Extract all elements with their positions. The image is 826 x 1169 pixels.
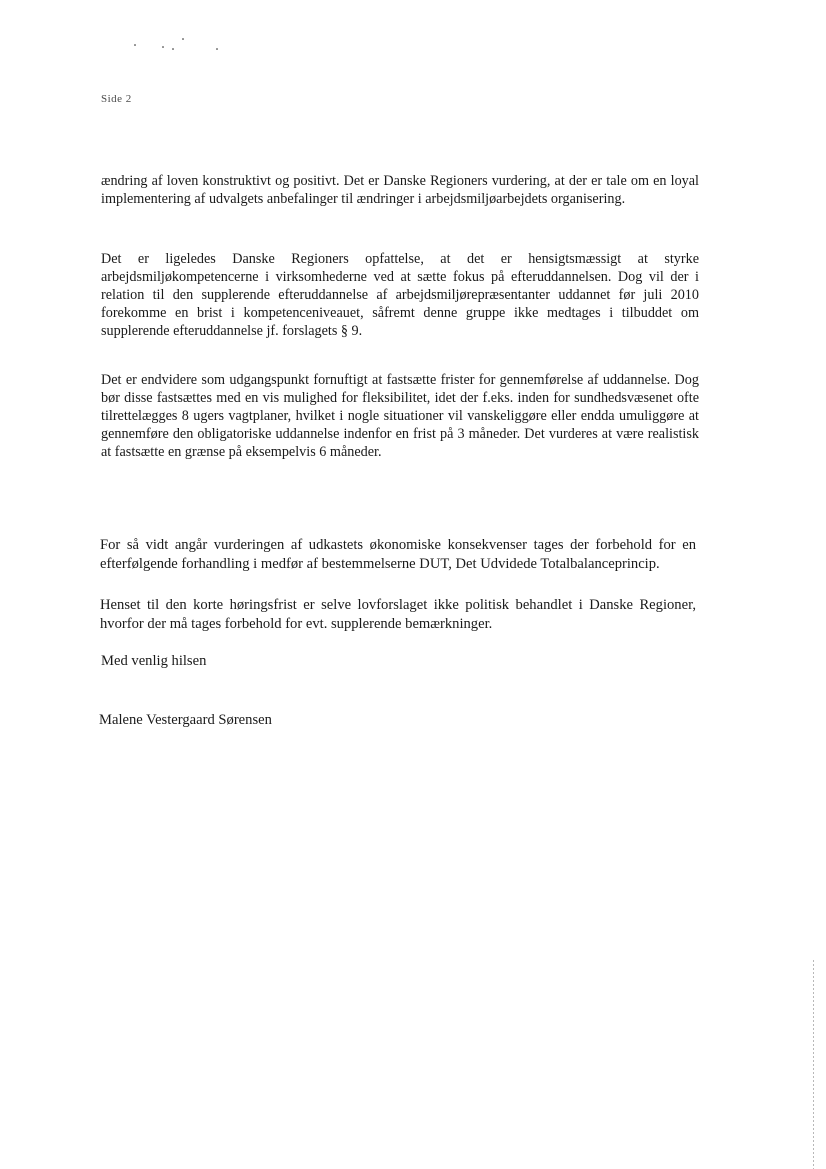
closing-salutation: Med venlig hilsen [101, 653, 207, 669]
scan-speck [216, 48, 218, 50]
scan-speck [162, 46, 164, 48]
scan-speck [182, 38, 184, 40]
scan-specks [128, 36, 228, 52]
signature-name: Malene Vestergaard Sørensen [99, 712, 272, 728]
page-number: Side 2 [101, 93, 132, 105]
scan-edge-artifact [813, 960, 814, 1169]
paragraph-loyal-implementation: ændring af loven konstruktivt og positivt. Det er Danske Regioners vurdering, at der er tale om en loyal implementering af udvalgets anbefalinger til ændringer i arbejdsmiljøarbejdets organisering. [101, 173, 699, 207]
paragraph-competence: Det er ligeledes Danske Regioners opfattelse, at det er hensigtsmæssigt at styrke arbejdsmiljøkompetencerne i virksomhederne ved at sætte fokus på efteruddannelsen. Dog vil der i relation til den supplerende efteruddannelse af arbejdsmiljørepræsentanter uddannet før juli 2010 forekomme en brist i kompetenceniveauet, såfremt denne gruppe ikke medtages i tilbuddet om supplerende efteruddannelse jf. forslagets § 9. [101, 251, 699, 339]
scan-speck [134, 44, 136, 46]
scan-speck [172, 48, 174, 50]
paragraph-reservation: Henset til den korte høringsfrist er selve lovforslaget ikke politisk behandlet i Danske Regioner, hvorfor der må tages forbehold for evt. supplerende bemærkninger. [100, 597, 696, 632]
paragraph-economic-consequences: For så vidt angår vurderingen af udkastets økonomiske konsekvenser tages der forbehold for en efterfølgende forhandling i medfør af bestemmelserne DUT, Det Udvidede Totalbalanceprincip. [100, 537, 696, 572]
paragraph-deadlines: Det er endvidere som udgangspunkt fornuftigt at fastsætte frister for gennemførelse af uddannelse. Dog bør disse fastsættes med en vis mulighed for fleksibilitet, idet der f.eks. inden for sundhedsvæsenet ofte tilrettelægges 8 ugers vagtplaner, hvilket i nogle situationer vil vanskeliggøre eller endda umuliggøre at gennemføre den obligatoriske uddannelse indenfor en frist på 3 måneder. Det vurderes at være realistisk at fastsætte en grænse på eksempelvis 6 måneder. [101, 372, 699, 460]
